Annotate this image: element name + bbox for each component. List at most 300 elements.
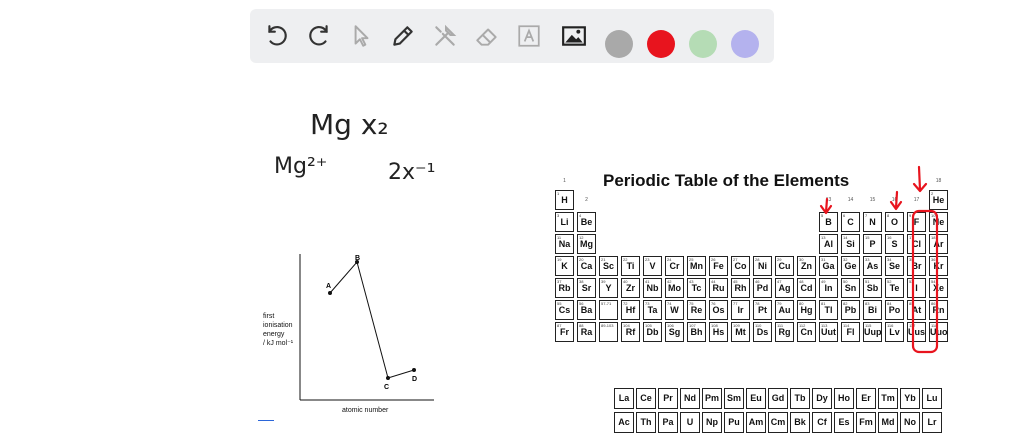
element-cell-u [680,412,700,433]
ionisation-energy-graph [258,250,438,420]
periodic-table-title: Periodic Table of the Elements [603,171,850,190]
eraser-icon [474,23,500,49]
atomic-number: 17 [909,235,914,240]
element-symbol: Xe [932,283,944,293]
element-cell-bk [790,412,810,433]
graph-xlabel: atomic number [342,407,389,414]
element-symbol: Mo [668,283,681,293]
element-symbol: Sm [726,393,741,403]
element-cell-rh [731,278,750,298]
element-cell-at [907,300,926,320]
element-cell-k [555,256,574,276]
element-cell-er [856,388,876,409]
element-cell-li [555,212,574,232]
atomic-number: 54 [931,279,936,284]
atomic-number: 83 [865,301,870,306]
element-cell-sb [863,278,882,298]
element-cell-fr [555,322,574,342]
atomic-number: 109 [733,323,740,328]
undo-icon [264,23,290,49]
point-label-a: A [326,283,332,290]
element-symbol: H [561,195,568,205]
atomic-number: 73 [645,301,650,306]
element-cell-ne [929,212,948,232]
handwritten-ion-cation: Mg²⁺ [274,154,328,179]
atomic-number: 8 [887,213,890,218]
graph-line [330,262,414,378]
element-symbol: S [891,239,898,249]
element-cell-md [878,412,898,433]
atomic-number: 39 [601,279,606,284]
point-label-d: D [412,376,418,383]
element-symbol: I [915,283,918,293]
atomic-number: 55 [557,301,562,306]
element-cell-b [819,212,838,232]
atomic-number: 72 [623,301,628,306]
element-cell-series-89-103 [599,322,618,342]
atomic-number: 116 [887,323,894,328]
atomic-number: 86 [931,301,936,306]
element-cell-mg [577,234,596,254]
atomic-number: 48 [799,279,804,284]
element-symbol: Cu [778,261,791,271]
element-cell-cs [555,300,574,320]
element-symbol: Kr [933,261,944,271]
element-symbol: Y [605,283,612,293]
atomic-number: 74 [667,301,672,306]
element-cell-pu [724,412,744,433]
graph-point-c [386,376,390,380]
element-cell-rg [775,322,794,342]
element-cell-np [702,412,722,433]
element-symbol: Ga [822,261,835,271]
atomic-number: 82 [843,301,848,306]
atomic-number: 10 [931,213,936,218]
element-cell-ga [819,256,838,276]
element-symbol: Ag [778,283,791,293]
atomic-number: 81 [821,301,826,306]
atomic-number: 104 [623,323,630,328]
element-cell-ac [614,412,634,433]
atomic-number: 41 [645,279,650,284]
element-symbol: At [911,305,922,315]
element-cell-bh [687,322,706,342]
atomic-number: 5 [821,213,824,218]
atomic-number: 35 [909,257,914,262]
element-symbol: P [869,239,876,249]
atomic-number: 112 [799,323,806,328]
element-symbol: Eu [750,393,762,403]
atomic-number: 79 [777,301,782,306]
element-cell-br [907,256,926,276]
graph-ylabel: first ionisation energy / kJ mol⁻¹ [263,313,294,347]
element-symbol: Cr [669,261,680,271]
element-symbol: U [686,417,694,427]
redo-icon [306,23,332,49]
element-symbol: Pa [662,417,674,427]
atomic-number: 22 [623,257,628,262]
element-cell-ds [753,322,772,342]
atomic-number: 24 [667,257,672,262]
element-cell-au [775,300,794,320]
element-cell-ba [577,300,596,320]
element-symbol: Uup [864,327,882,337]
atomic-number: 37 [557,279,562,284]
element-symbol: Ce [640,393,652,403]
image-button[interactable] [559,21,589,51]
element-symbol: Pu [728,417,740,427]
atomic-number: 38 [579,279,584,284]
atomic-number: 34 [887,257,892,262]
element-cell-pd [753,278,772,298]
element-symbol: Al [824,239,833,249]
element-symbol: O [890,217,898,227]
atomic-number: 105 [645,323,652,328]
element-symbol: Es [838,417,850,427]
element-symbol: Tc [691,283,702,293]
element-cell-la [614,388,634,409]
atomic-number: 50 [843,279,848,284]
atomic-number: 51 [865,279,870,284]
element-cell-dy [812,388,832,409]
atomic-number: 23 [645,257,650,262]
element-symbol: Re [690,305,703,315]
text-button[interactable] [514,21,544,51]
element-cell-pa [658,412,678,433]
element-cell-ru [709,278,728,298]
element-symbol: Cl [912,239,921,249]
element-cell-nd [680,388,700,409]
element-cell-ag [775,278,794,298]
element-cell-po [885,300,904,320]
atomic-number: 18 [931,235,936,240]
element-symbol: Nd [684,393,696,403]
element-cell-he [929,190,948,210]
atomic-number: 14 [843,235,848,240]
group-number: 17 [913,197,920,203]
element-cell-cd [797,278,816,298]
atomic-number: 44 [711,279,716,284]
element-symbol: Db [646,327,659,337]
element-symbol: Hf [625,305,636,315]
element-symbol: Fr [560,327,569,337]
element-symbol: Pb [844,305,857,315]
atomic-number: 57-71 [601,301,612,306]
element-symbol: Au [778,305,791,315]
atomic-number: 28 [755,257,760,262]
element-symbol: Hg [800,305,813,315]
pen-button[interactable] [388,21,418,51]
element-symbol: Tl [824,305,833,315]
element-symbol: Lv [889,327,900,337]
element-symbol: La [618,393,630,403]
select-button[interactable] [346,21,376,51]
element-symbol: Zn [801,261,812,271]
atomic-number: 111 [777,323,784,328]
group-number: 2 [585,197,588,203]
atomic-number: 113 [821,323,828,328]
element-symbol: Md [881,417,895,427]
group-number: 1 [563,178,566,184]
element-cell-cr [665,256,684,276]
element-cell-rn [929,300,948,320]
atomic-number: 89-103 [601,323,614,328]
element-symbol: Nb [646,283,659,293]
element-symbol: Am [748,417,764,427]
atomic-number: 36 [931,257,936,262]
atomic-number: 21 [601,257,606,262]
element-symbol: Cn [800,327,813,337]
atomic-number: 27 [733,257,738,262]
element-cell-fe [709,256,728,276]
element-cell-zn [797,256,816,276]
element-cell-ni [753,256,772,276]
redo-button[interactable] [304,21,334,51]
element-symbol: Fl [846,327,855,337]
atomic-number: 25 [689,257,694,262]
element-symbol: Pd [756,283,769,293]
element-symbol: Cd [800,283,813,293]
element-symbol: Fm [859,417,873,427]
atomic-number: 11 [557,235,562,240]
element-cell-bi [863,300,882,320]
element-cell-xe [929,278,948,298]
element-cell-rf [621,322,640,342]
color-swatch-purple[interactable] [731,30,759,58]
element-symbol: Li [560,217,569,227]
atomic-number: 49 [821,279,826,284]
element-cell-tc [687,278,706,298]
atomic-number: 46 [755,279,760,284]
element-cell-gd [768,388,788,409]
element-symbol: Bi [868,305,877,315]
element-symbol: Ru [712,283,725,293]
atomic-number: 15 [865,235,870,240]
element-cell-mt [731,322,750,342]
element-cell-sg [665,322,684,342]
element-symbol: Ar [933,239,944,249]
color-swatch-green[interactable] [689,30,717,58]
atomic-number: 32 [843,257,848,262]
element-cell-se [885,256,904,276]
element-symbol: Np [706,417,718,427]
element-cell-n [863,212,882,232]
atomic-number: 31 [821,257,826,262]
element-cell-w [665,300,684,320]
element-cell-mn [687,256,706,276]
element-cell-sn [841,278,860,298]
atomic-number: 2 [931,191,934,196]
element-cell-v [643,256,662,276]
point-label-b: B [355,255,361,262]
element-cell-tb [790,388,810,409]
atomic-number: 33 [865,257,870,262]
periodic-table-f-block [614,388,954,444]
graph-plot [258,250,438,420]
element-symbol: Bh [690,327,703,337]
atomic-number: 88 [579,323,584,328]
point-label-c: C [384,384,390,391]
element-symbol: W [670,305,679,315]
color-swatch-red[interactable] [647,30,675,58]
element-symbol: Pr [663,393,673,403]
element-cell-uup [863,322,882,342]
element-cell-eu [746,388,766,409]
color-swatch-gray[interactable] [605,30,633,58]
element-symbol: B [825,217,832,227]
element-cell-y [599,278,618,298]
atomic-number: 20 [579,257,584,262]
element-cell-cu [775,256,794,276]
element-cell-pm [702,388,722,409]
element-cell-ca [577,256,596,276]
atomic-number: 1 [557,191,560,196]
group-number: 13 [825,197,832,203]
atomic-number: 106 [667,323,674,328]
element-cell-es [834,412,854,433]
element-symbol: Zr [626,283,635,293]
tools-icon [432,23,458,49]
element-cell-no [900,412,920,433]
element-cell-ge [841,256,860,276]
element-cell-te [885,278,904,298]
element-cell-tl [819,300,838,320]
element-symbol: F [913,217,920,227]
element-cell-f [907,212,926,232]
atomic-number: 19 [557,257,562,262]
element-symbol: Ti [626,261,635,271]
element-cell-ta [643,300,662,320]
element-cell-uuo [929,322,948,342]
element-cell-ra [577,322,596,342]
element-symbol: Dy [816,393,828,403]
element-cell-kr [929,256,948,276]
handwritten-ion-anion: 2x⁻¹ [388,160,436,185]
undo-button[interactable] [262,21,292,51]
element-symbol: Rh [734,283,747,293]
element-cell-mo [665,278,684,298]
element-symbol: V [649,261,656,271]
element-symbol: Rg [778,327,791,337]
element-cell-ti [621,256,640,276]
element-symbol: Si [846,239,855,249]
element-symbol: Rb [558,283,571,293]
graph-point-d [412,368,416,372]
element-cell-hf [621,300,640,320]
element-cell-th [636,412,656,433]
element-cell-pt [753,300,772,320]
element-cell-s [885,234,904,254]
element-cell-am [746,412,766,433]
element-symbol: Lu [926,393,938,403]
element-cell-cl [907,234,926,254]
group-number: 15 [869,197,876,203]
element-symbol: Hs [712,327,725,337]
element-cell-db [643,322,662,342]
element-symbol: Na [558,239,571,249]
element-symbol: Ne [932,217,945,227]
element-symbol: He [932,195,945,205]
element-symbol: Te [889,283,900,293]
element-symbol: Ir [737,305,744,315]
element-cell-na [555,234,574,254]
atomic-number: 16 [887,235,892,240]
element-symbol: Br [911,261,922,271]
element-symbol: C [847,217,854,227]
atomic-number: 77 [733,301,738,306]
element-cell-lu [922,388,942,409]
blue-mark [258,420,274,421]
element-cell-uut [819,322,838,342]
element-symbol: Th [640,417,652,427]
element-symbol: Er [861,393,871,403]
element-cell-i [907,278,926,298]
element-cell-lr [922,412,942,433]
element-symbol: Lr [927,417,937,427]
atomic-number: 115 [865,323,872,328]
group-number: 18 [935,178,942,184]
eraser-button[interactable] [472,21,502,51]
element-symbol: Ho [838,393,850,403]
element-cell-co [731,256,750,276]
element-symbol: Rn [932,305,945,315]
tools-button[interactable] [430,21,460,51]
atomic-number: 4 [579,213,582,218]
atomic-number: 52 [887,279,892,284]
atomic-number: 12 [579,235,584,240]
element-cell-re [687,300,706,320]
element-symbol: N [869,217,876,227]
element-cell-ir [731,300,750,320]
element-cell-sm [724,388,744,409]
element-cell-ho [834,388,854,409]
element-symbol: Os [712,305,725,315]
element-symbol: Ta [647,305,658,315]
element-cell-yb [900,388,920,409]
element-cell-si [841,234,860,254]
element-cell-os [709,300,728,320]
group-number: 14 [847,197,854,203]
atomic-number: 118 [931,323,938,328]
element-cell-lv [885,322,904,342]
element-cell-hg [797,300,816,320]
element-symbol: Rf [625,327,636,337]
element-symbol: Sg [668,327,681,337]
element-cell-ar [929,234,948,254]
atomic-number: 84 [887,301,892,306]
element-cell-pb [841,300,860,320]
element-symbol: Ba [580,305,593,315]
element-symbol: Mn [690,261,703,271]
atomic-number: 56 [579,301,584,306]
atomic-number: 9 [909,213,912,218]
element-symbol: Bk [794,417,806,427]
element-cell-p [863,234,882,254]
element-symbol: In [824,283,833,293]
element-symbol: Ac [618,417,630,427]
element-symbol: Sn [844,283,857,293]
element-cell-cm [768,412,788,433]
atomic-number: 107 [689,323,696,328]
element-symbol: Ca [580,261,593,271]
element-symbol: Tm [881,393,895,403]
pencil-icon [390,23,416,49]
element-cell-cf [812,412,832,433]
graph-point-a [328,291,332,295]
drawing-toolbar [250,9,774,63]
atomic-number: 80 [799,301,804,306]
element-symbol: Ge [844,261,857,271]
